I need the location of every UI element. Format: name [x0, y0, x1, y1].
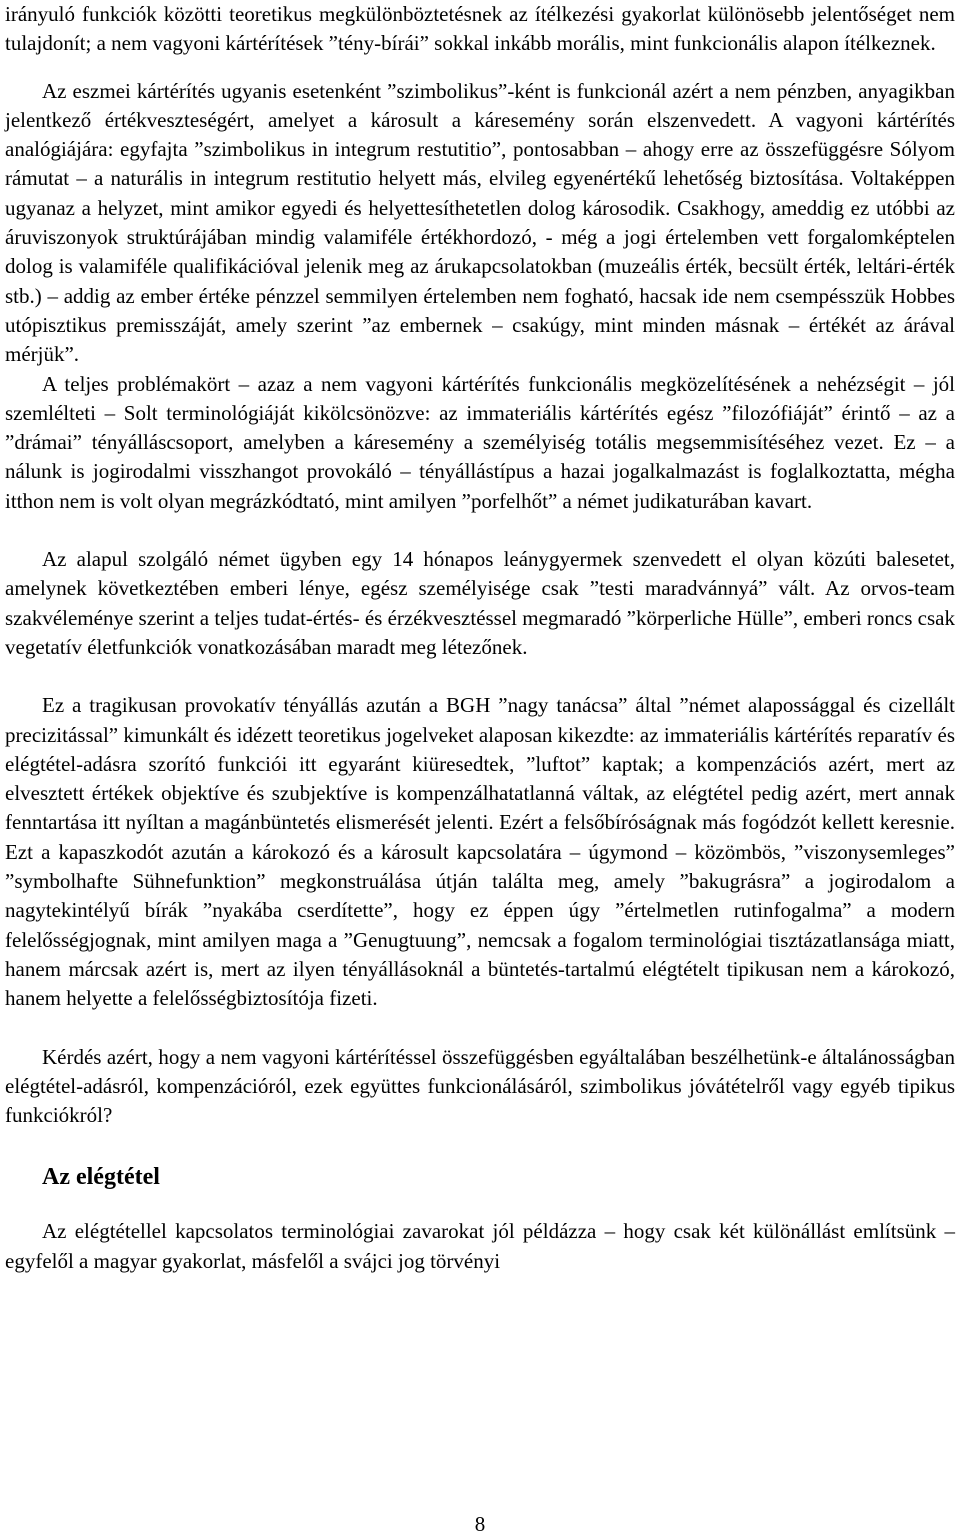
paragraph-elegtetel: Az elégtétellel kapcsolatos terminológiai zavarokat jól példázza – hogy csak két különállást említsünk – egyfelől a magyar gyakorlat, másfelől a svájci jog törvényi: [5, 1219, 955, 1273]
page-number: 8: [474, 1512, 486, 1536]
document-page: [5, 0, 955, 1537]
paragraph-kerdes: Kérdés azért, hogy a nem vagyoni kártérítéssel összefüggésben egyáltalában beszélhetünk-e általánosságban elégtétel-adásról, kompenzációról, ezek együttes funkcionálásáról, szimbolikus jóvátételről vagy egyéb tipikus funkciókról?: [5, 1044, 955, 1128]
paragraph-continuation: irányuló funkciók közötti teoretikus megkülönböztetésnek az ítélkezési gyakorlat különösebb jelentőséget nem tulajdonít; a nem vagyoni kártérítések ”tény-bírái” sokkal inkább morális, mint funkcionális alapon ítélkeznek.: [5, 2, 955, 56]
paragraph-problemakor: A teljes problémakört – azaz a nem vagyoni kártérítés funkcionális megközelítésének a nehézségit – jól szemlélteti – Solt terminológiáját kikölcsönözve: az immateriális kártérítés egész ”filozófiáját” érintő – az a ”drámai” tényálláscsoport, amelyben a káresemény a személyiség totális megsemmisítéséhez vezet. Ez – a nálunk is jogirodalmi visszhangot provokáló – tényállástípus a hazai jogalkalmazást is foglalkoztatta, mégha itthon nem is volt olyan megrázkódtató, mint amilyen ”porfelhőt” a német judikaturában kavart.: [5, 371, 955, 513]
paragraph-bgh-tenyallas: Ez a tragikusan provokatív tényállás azután a BGH ”nagy tanácsa” által ”német alapossággal és cizellált precizitással” kimunkált és idézett teoretikus jogelveket alaposan kikezdte: az immateriális kártérítés reparatív és elégtétel-adásra szorító funkciói itt egyaránt kiüresedtek, ”luftot” kaptak; a kompenzációs azért, mert az elvesztett értékek objektíve és szubjektíve is kompenzálhatatlanná váltak, az elégtétel pedig azért, mert annak fenntartása itt nyíltan a magánbüntetés elismerését jelenti. Ezért a felsőbíróságnak más fogódzót kellett keresnie. Ezt a kapaszkodót azután a károkozó és a károsult kapcsolatára – úgymond – közömbös, ”viszonysemleges” ”symbolhafte Sühnefunktion” megkonstruálása útján találta meg, amely ”bakugrásra” a jogirodalom a nagytekintélyű bírák ”nyakába cserdítette”, hogy ez éppen úgy ”értelmetlen rutinfogalma” a modern felelősségjognak, mint amilyen maga a ”Genugtuung”, nemcsak a fogalom terminológiai tisztázatlansága miatt, hanem márcsak azért is, mert az ilyen tényállásoknál a büntetés-tartalmú elégtételt tipikusan nem a károkozó, hanem helyette a felelősségbiztosítója fizeti.: [5, 693, 955, 1011]
section-heading: Az elégtétel: [42, 1164, 160, 1191]
paragraph-nemet-ugy: Az alapul szolgáló német ügyben egy 14 hónapos leánygyermek szenvedett el olyan közúti balesetet, amelynek következtében emberi lénye, egész személyisége csak ”testi maradvánnyá” vált. Az orvos-team szakvéleménye szerint a teljes tudat-értés- és érzékvesztéssel megmaradó ”körperliche Hülle”, emberi roncs csak vegetatív életfunkciók vonatkozásában maradt meg létezőnek.: [5, 547, 955, 659]
paragraph-eszmei-karterites: Az eszmei kártérítés ugyanis esetenként ”szimbolikus”-ként is funkcionál azért a nem pénzben, anyagikban jelentkező értékveszteségért, amelyet a károsult a káresemény során elszenvedett. A vagyoni kártérítés analógiájára: egyfajta ”szimbolikus in integrum restutitio”, pontosabban – ahogy erre az összefüggésre Sólyom rámutat – a naturális in integrum restitutio helyett más, elvileg egyenértékű lehetőség biztosítása. Voltaképpen ugyanaz a helyzet, mint amikor egyedi és helyettesíthetetlen dolog károsodik. Csakhogy, ameddig ez utóbbi az áruviszonyok struktúrájában mindig valamiféle értékhordozó, - még a jogi értelemben vett forgalomképtelen dolog is valamiféle qualifikációval jelenik meg az árukapcsolatokban (muzeális érték, becsült érték, leltári-érték stb.) – addig az ember értéke pénzzel semmilyen értelemben nem fogható, hacsak ide nem csempésszük Hobbes utópisztikus premisszáját, amely szerint ”az embernek – csakúgy, mint minden másnak – értékét az árával mérjük”.: [5, 78, 955, 367]
